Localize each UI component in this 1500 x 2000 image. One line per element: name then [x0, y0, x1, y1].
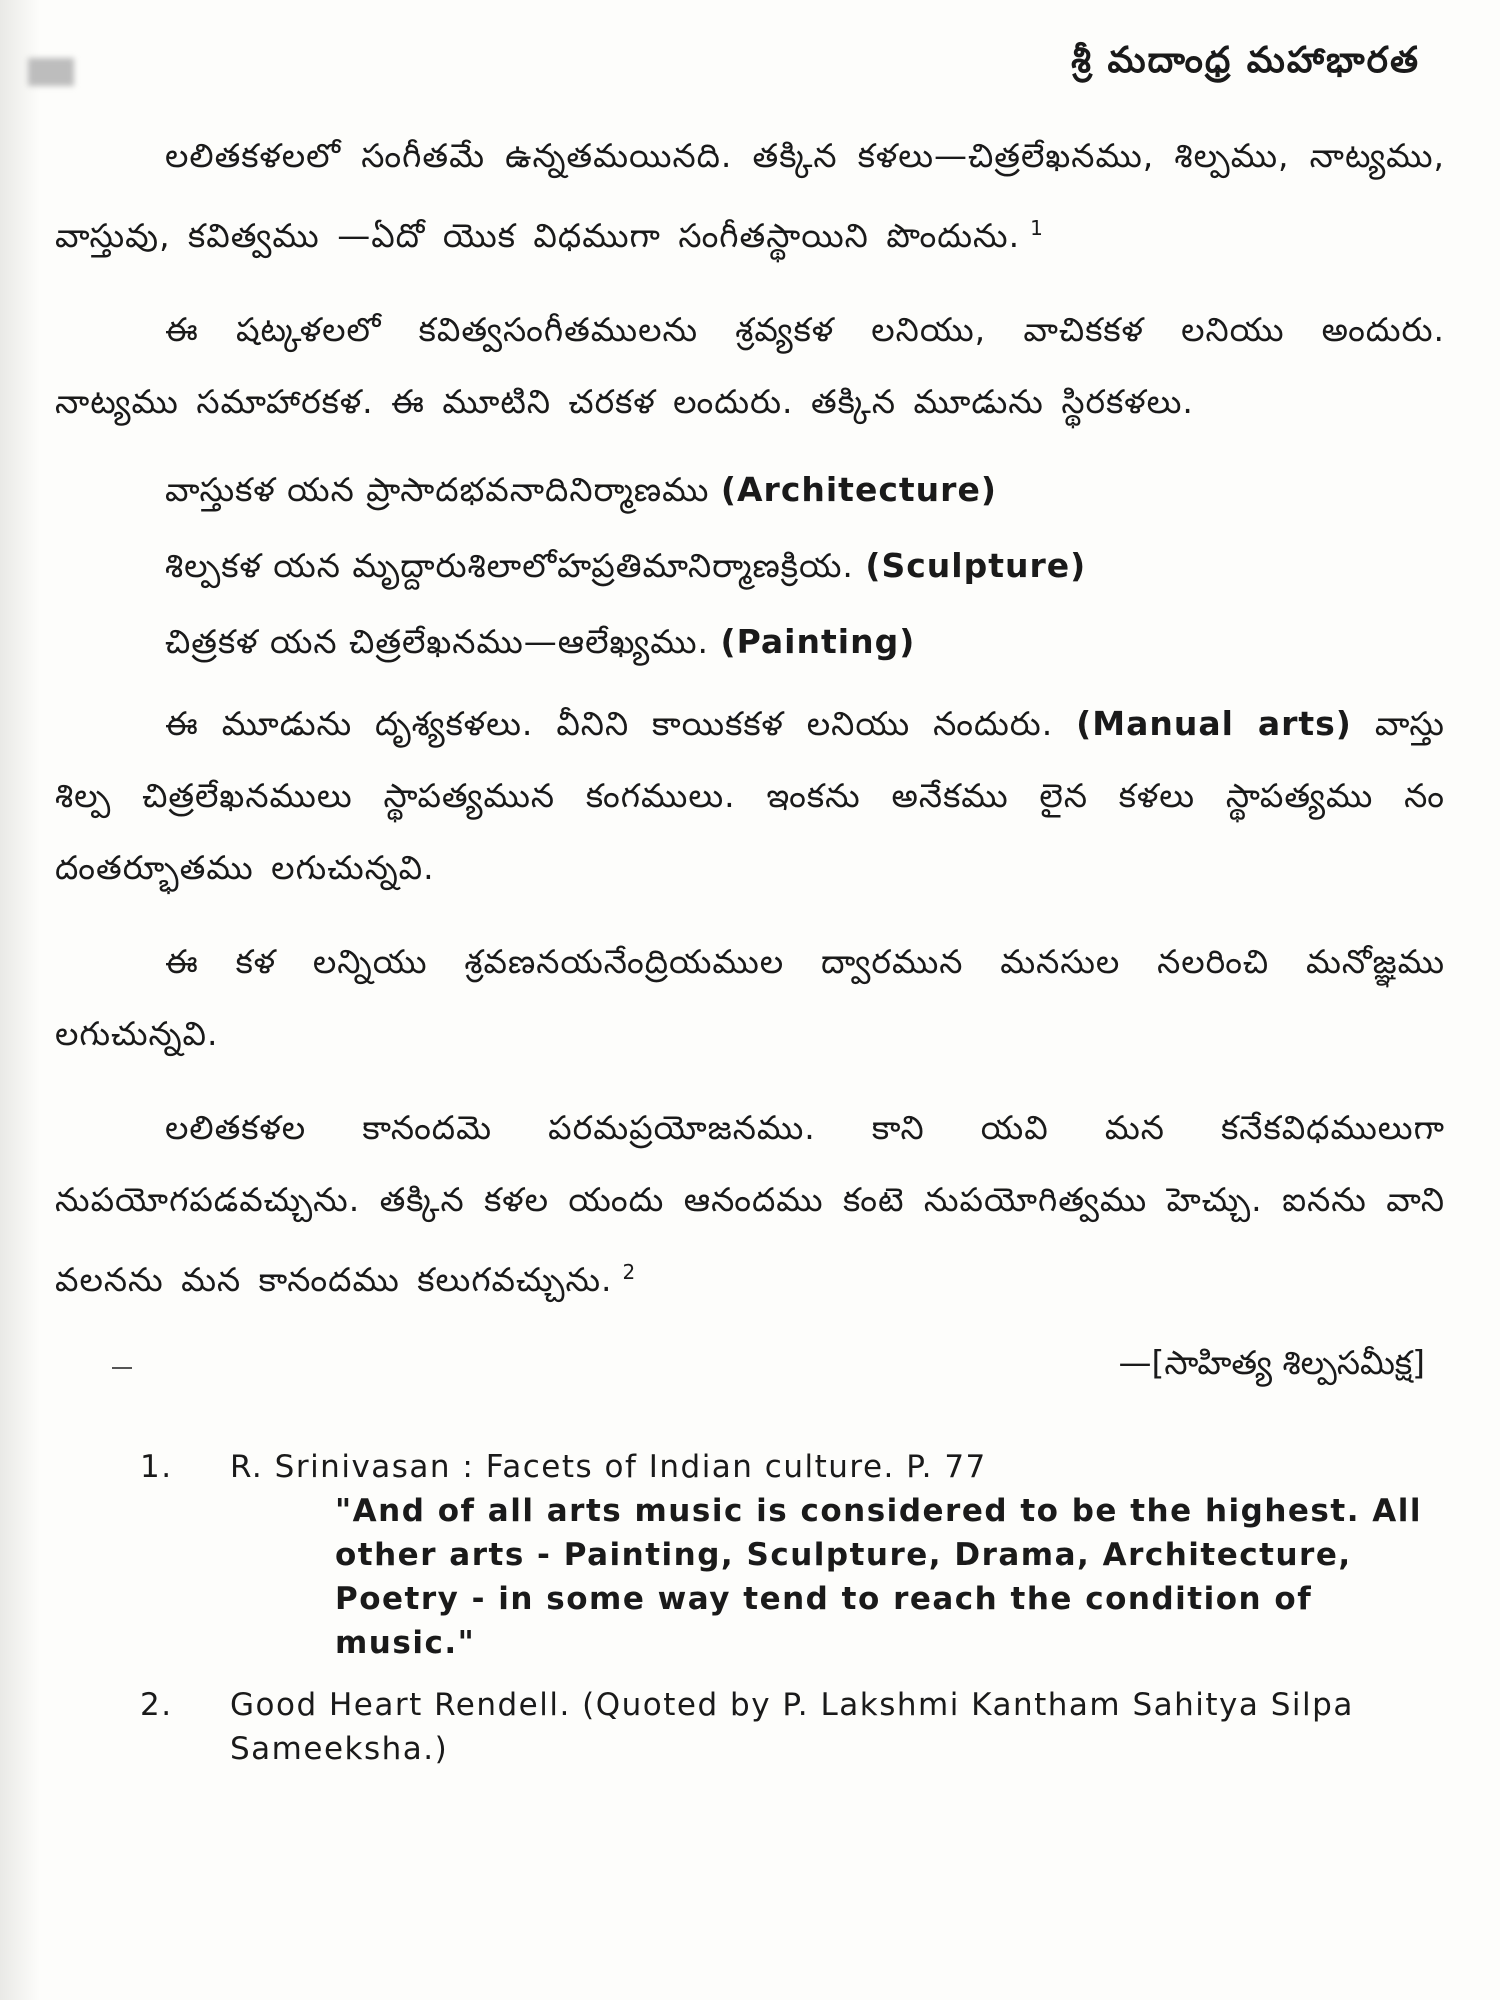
paragraph-5	[55, 1092, 1445, 1316]
footnote-number: 1.	[140, 1449, 173, 1485]
footnote-item	[140, 1445, 1460, 1665]
definition-architecture-te: వాస్తుకళ యన ప్రాసాదభవనాదినిర్మాణము	[165, 470, 710, 509]
source-attribution: —[సాహిత్య శిల్పసమీక్ష]	[1118, 1343, 1425, 1382]
definition-architecture-en: (Architecture)	[720, 470, 997, 509]
paragraph-1-text: లలితకళలలో సంగీతమే ఉన్నతమయినది. తక్కిన కళలు—చిత్రలేఖనము, శిల్పము, నాట్యము, వాస్తువు, కవిత్వము —ఏదో యొక విధముగా సంగీతస్థాయిని పొందును.	[55, 136, 1445, 255]
footnote-number: 2.	[140, 1687, 173, 1723]
footnote-quote: "And of all arts music is considered to be the highest. All other arts - Painting, Sculpture, Drama, Architecture, Poetry - in some way tend to reach the condition of music."	[335, 1493, 1423, 1661]
definition-painting-te: చిత్రకళ యన చిత్రలేఖనము—ఆలేఖ్యము.	[165, 622, 710, 661]
paragraph-3-english: (Manual arts)	[1076, 704, 1352, 743]
footnote-citation: R. Srinivasan : Facets of Indian culture. P. 77	[230, 1449, 987, 1485]
footnote-ref-1: 1	[1030, 216, 1044, 240]
definition-painting-en: (Painting)	[720, 622, 916, 661]
definition-sculpture	[165, 536, 1445, 596]
main-text	[55, 120, 1445, 1388]
definition-sculpture-te: శిల్పకళ యన మృద్దారుశిలాలోహప్రతిమానిర్మాణక్రియ.	[165, 546, 854, 585]
footnote-ref-2: 2	[622, 1260, 637, 1284]
definition-sculpture-en: (Sculpture)	[865, 546, 1087, 585]
page-corner-mark	[28, 58, 74, 86]
footnote-item	[140, 1683, 1460, 1771]
definition-painting	[165, 612, 1445, 672]
paragraph-4: ఈ కళ లన్నియు శ్రవణనయనేంద్రియముల ద్వారమున మనసుల నలరించి మనోజ్ఞము లగుచున్నవి.	[55, 942, 1445, 1053]
paragraph-3-rest: వాస్తు శిల్ప చిత్రలేఖనములు స్థాపత్యమున కంగములు. ఇంకను అనేకము లైన కళలు స్థాపత్యము నం దంతర్భూతము లగుచున్నవి.	[55, 704, 1445, 887]
definition-architecture	[165, 460, 1445, 520]
footnote-citation: Good Heart Rendell. (Quoted by P. Lakshmi Kantham Sahitya Silpa Sameeksha.)	[230, 1687, 1354, 1767]
footnotes	[140, 1445, 1460, 1789]
footnote-body	[230, 1445, 1460, 1665]
running-header: శ్రీ మదాంధ్ర మహాభారత	[1071, 40, 1420, 81]
paragraph-2: ఈ షట్కళలలో కవిత్వసంగీతములను శ్రవ్యకళ లనియు, వాచికకళ లనియు అందురు. నాట్యము సమాహారకళ. ఈ మూటిని చరకళ లందురు. తక్కిన మూడును స్థిరకళలు.	[55, 310, 1445, 421]
separator-dash	[112, 1367, 132, 1369]
paragraph-3-text: ఈ మూడును దృశ్యకళలు. వీనిని కాయికకళ లనియు నందురు.	[165, 704, 1054, 743]
paragraph-5-text: లలితకళల కానందమె పరమప్రయోజనము. కాని యవి మన కనేకవిధములుగా నుపయోగపడవచ్చును. తక్కిన కళల యందు ఆనందము కంటె నుపయోగిత్వము హెచ్చు. ఐనను వాని వలనను మన కానందము కలుగవచ్చును.	[55, 1108, 1445, 1299]
binding-shadow	[0, 0, 40, 2000]
paragraph-3	[55, 688, 1445, 904]
paragraph-1	[55, 120, 1445, 272]
